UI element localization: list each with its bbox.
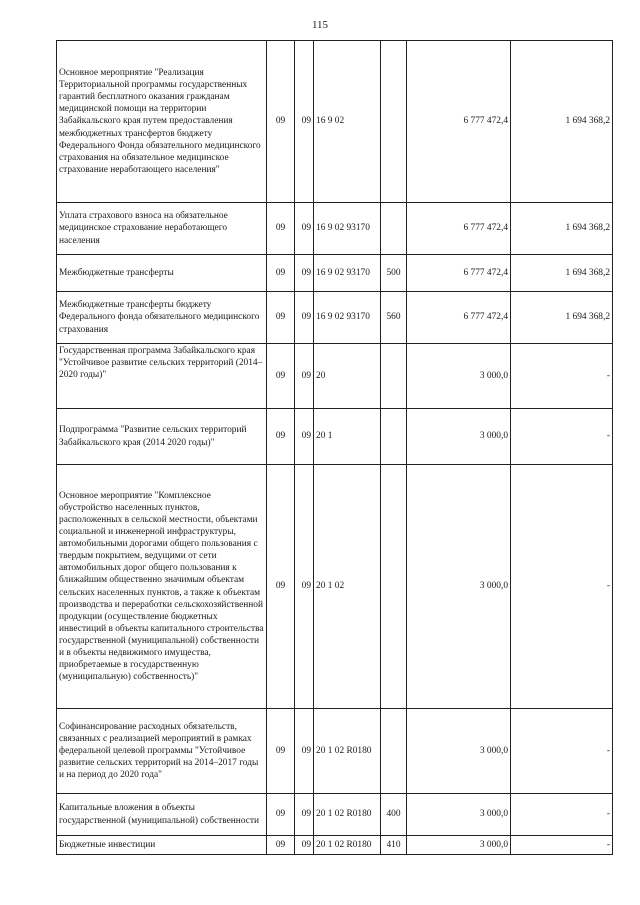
amount-1: 3 000,0 <box>407 794 511 836</box>
amount-1: 3 000,0 <box>407 344 511 409</box>
amount-2: 1 694 368,2 <box>511 41 613 203</box>
amount-2: - <box>511 794 613 836</box>
row-name: Уплата страхового взноса на обязательное медицинское страхование неработающего населения <box>57 203 267 255</box>
vr-code <box>381 709 407 794</box>
table-row <box>57 709 613 794</box>
vr-code: 500 <box>381 255 407 292</box>
rz-code: 09 <box>267 255 295 292</box>
row-name: Межбюджетные трансферты <box>57 255 267 292</box>
amount-1: 3 000,0 <box>407 409 511 465</box>
table-row <box>57 836 613 855</box>
rz-code: 09 <box>267 41 295 203</box>
vr-code <box>381 344 407 409</box>
table-row <box>57 41 613 203</box>
amount-2: 1 694 368,2 <box>511 255 613 292</box>
csr-code: 20 <box>314 344 381 409</box>
pr-code: 09 <box>295 409 314 465</box>
amount-2: - <box>511 836 613 855</box>
row-name: Софинансирование расходных обязательств, связанных с реализацией мероприятий в рамках федеральной целевой программы "Устойчивое развитие сельских территорий на 2014–2017 годы и на период до 2020 года" <box>57 709 267 794</box>
csr-code: 20 1 02 R0180 <box>314 794 381 836</box>
table-row <box>57 409 613 465</box>
rz-code: 09 <box>267 344 295 409</box>
amount-1: 6 777 472,4 <box>407 203 511 255</box>
vr-code: 410 <box>381 836 407 855</box>
vr-code <box>381 203 407 255</box>
vr-code: 400 <box>381 794 407 836</box>
pr-code: 09 <box>295 41 314 203</box>
row-name: Основное мероприятие "Комплексное обустройство населенных пунктов, расположенных в сельской местности, объектами социальной и инженерной инфраструктуры, автомобильными дорогами общего пользования с твердым покрытием, ведущими от сети автомобильных дорог общего пользования к ближайшим общественно значимым объектам сельских населенных пунктов, а также к объектам производства и переработки сельскохозяйственной продукции (осуществление бюджетных инвестиций в объекты капитального строительства государственной (муниципальной) собственности и в объекты недвижимого имущества, приобретаемые в государственную (муниципальную) собственность)" <box>57 465 267 709</box>
table-row <box>57 292 613 344</box>
csr-code: 20 1 02 R0180 <box>314 836 381 855</box>
rz-code: 09 <box>267 709 295 794</box>
pr-code: 09 <box>295 465 314 709</box>
table-row <box>57 255 613 292</box>
page-number: 115 <box>311 19 329 31</box>
csr-code: 20 1 02 R0180 <box>314 709 381 794</box>
amount-1: 6 777 472,4 <box>407 41 511 203</box>
pr-code: 09 <box>295 292 314 344</box>
vr-code: 560 <box>381 292 407 344</box>
amount-2: - <box>511 409 613 465</box>
vr-code <box>381 409 407 465</box>
pr-code: 09 <box>295 836 314 855</box>
row-name: Капитальные вложения в объекты государственной (муниципальной) собственности <box>57 794 267 836</box>
csr-code: 20 1 02 <box>314 465 381 709</box>
row-name: Государственная программа Забайкальского края "Устойчивое развитие сельских территорий (2014–2020 годы)" <box>57 344 267 409</box>
vr-code <box>381 465 407 709</box>
row-name: Бюджетные инвестиции <box>57 836 267 855</box>
amount-1: 3 000,0 <box>407 709 511 794</box>
pr-code: 09 <box>295 344 314 409</box>
amount-2: - <box>511 344 613 409</box>
rz-code: 09 <box>267 836 295 855</box>
amount-2: 1 694 368,2 <box>511 203 613 255</box>
rz-code: 09 <box>267 203 295 255</box>
row-name: Межбюджетные трансферты бюджету Федерального фонда обязательного медицинского страхования <box>57 292 267 344</box>
rz-code: 09 <box>267 292 295 344</box>
csr-code: 16 9 02 93170 <box>314 292 381 344</box>
rz-code: 09 <box>267 794 295 836</box>
amount-1: 6 777 472,4 <box>407 292 511 344</box>
pr-code: 09 <box>295 203 314 255</box>
csr-code: 16 9 02 93170 <box>314 255 381 292</box>
row-name: Подпрограмма "Развитие сельских территорий Забайкальского края (2014 2020 годы)" <box>57 409 267 465</box>
amount-2: - <box>511 709 613 794</box>
pr-code: 09 <box>295 709 314 794</box>
table-row <box>57 794 613 836</box>
pr-code: 09 <box>295 255 314 292</box>
amount-1: 6 777 472,4 <box>407 255 511 292</box>
csr-code: 20 1 <box>314 409 381 465</box>
amount-2: 1 694 368,2 <box>511 292 613 344</box>
csr-code: 16 9 02 <box>314 41 381 203</box>
amount-1: 3 000,0 <box>407 836 511 855</box>
amount-2: - <box>511 465 613 709</box>
rz-code: 09 <box>267 465 295 709</box>
pr-code: 09 <box>295 794 314 836</box>
csr-code: 16 9 02 93170 <box>314 203 381 255</box>
budget-table <box>56 40 613 855</box>
rz-code: 09 <box>267 409 295 465</box>
amount-1: 3 000,0 <box>407 465 511 709</box>
table-row <box>57 465 613 709</box>
table-row <box>57 203 613 255</box>
row-name: Основное мероприятие "Реализация Территориальной программы государственных гарантий бесплатного оказания гражданам медицинской помощи на территории Забайкальского края путем предоставления межбюджетных трансфертов бюджету Федерального Фонда обязательного медицинского страхования на обязательное медицинское страхование неработающего населения" <box>57 41 267 203</box>
table-row <box>57 344 613 409</box>
vr-code <box>381 41 407 203</box>
